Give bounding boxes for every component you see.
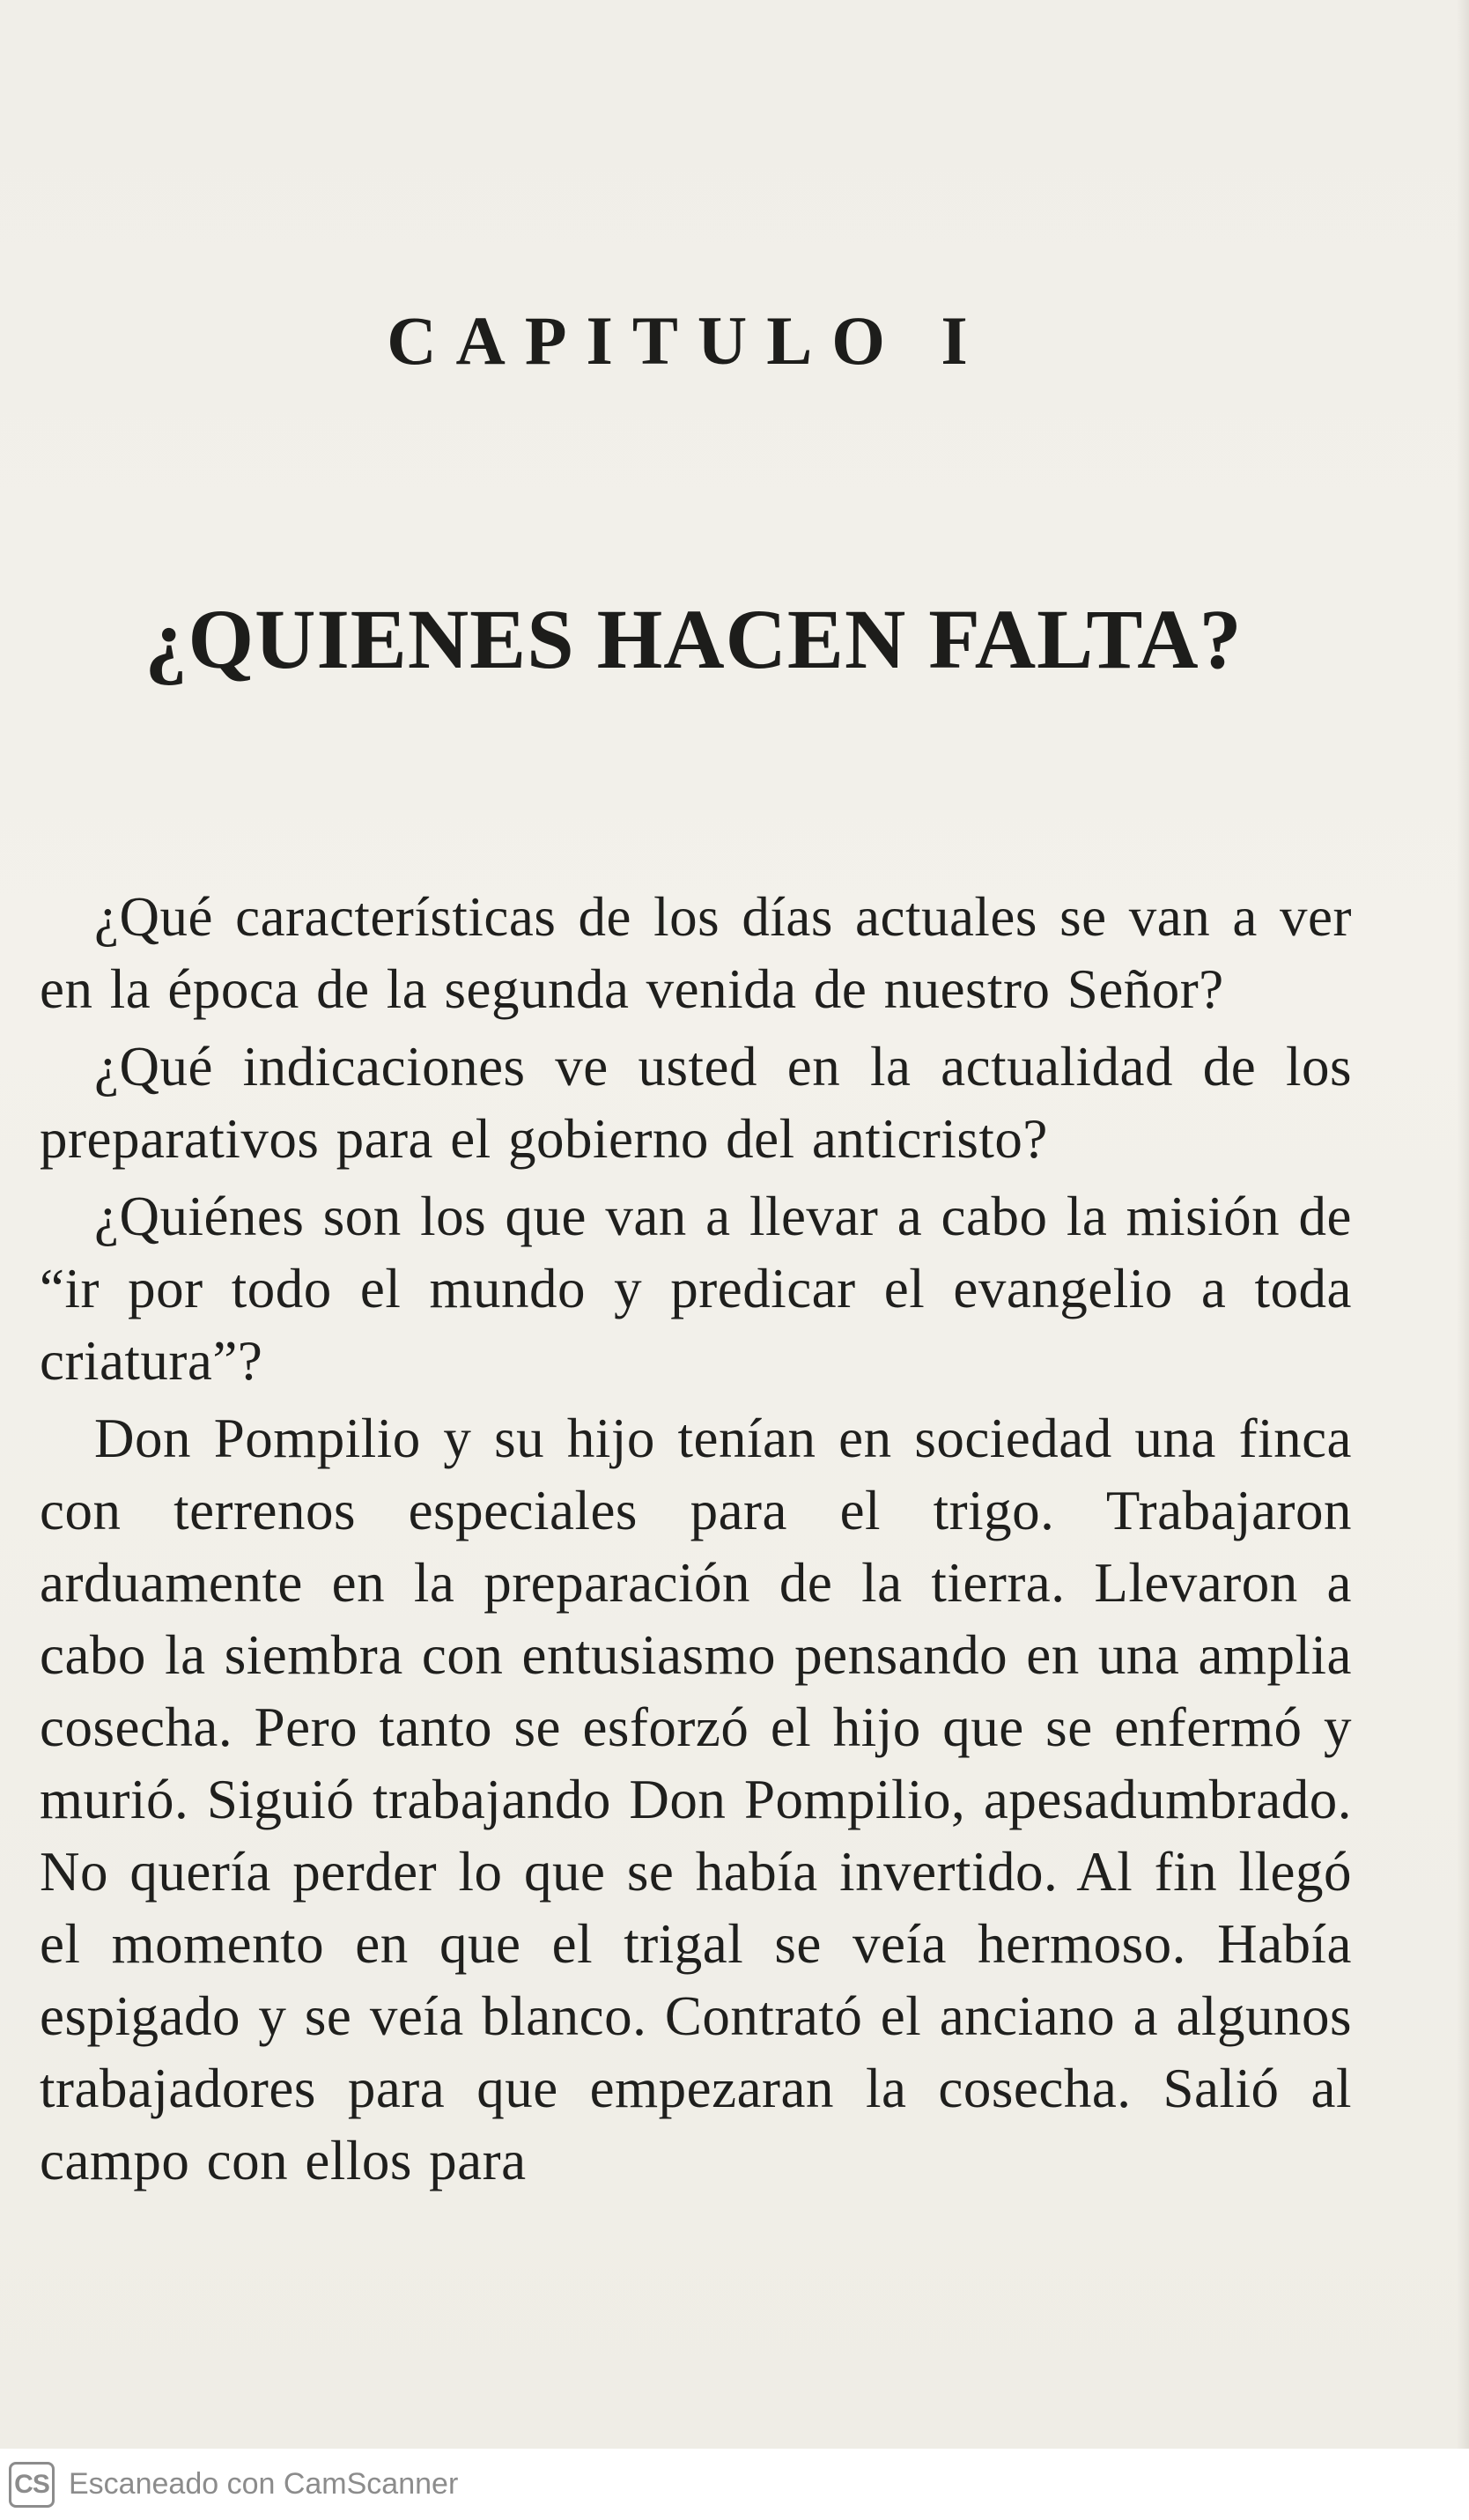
scanner-footer — [0, 2449, 1469, 2520]
chapter-label: CAPITULO I — [387, 302, 987, 379]
paragraph: Don Pompilio y su hijo tenían en sociedad una finca con terrenos especiales para el trigo. Trabajaron arduamente en la preparación de la tierra. Llevaron a cabo la siembra con entusiasmo pensando en una amplia cosecha. Pero tanto se esforzó el hijo que se enfermó y murió. Siguió trabajando Don Pompilio, apesadumbrado. No quería perder lo que se había invertido. Al fin llegó el momento en que el trigal se veía hermoso. Había espigado y se veía blanco. Contrató el anciano a algunos trabajadores para que empezaran la cosecha. Salió al campo con ellos para — [40, 1408, 1352, 2191]
camscanner-logo-icon: CS — [9, 2462, 55, 2508]
paragraph: ¿Qué indicaciones ve usted en la actualidad de los preparativos para el gobierno del anticristo? — [40, 1036, 1352, 1170]
paragraph: ¿Quiénes son los que van a llevar a cabo la misión de “ir por todo el mundo y predicar el evangelio a toda criatura”? — [40, 1186, 1352, 1392]
scanner-watermark-text: Escaneado con CamScanner — [69, 2467, 459, 2501]
chapter-title: ¿QUIENES HACEN FALTA? — [144, 592, 1243, 686]
page-edge-shadow — [1457, 0, 1469, 2449]
body-text — [40, 881, 1352, 2202]
paragraph: ¿Qué características de los días actuales se van a ver en la época de la segunda venida de nuestro Señor? — [40, 886, 1352, 1020]
